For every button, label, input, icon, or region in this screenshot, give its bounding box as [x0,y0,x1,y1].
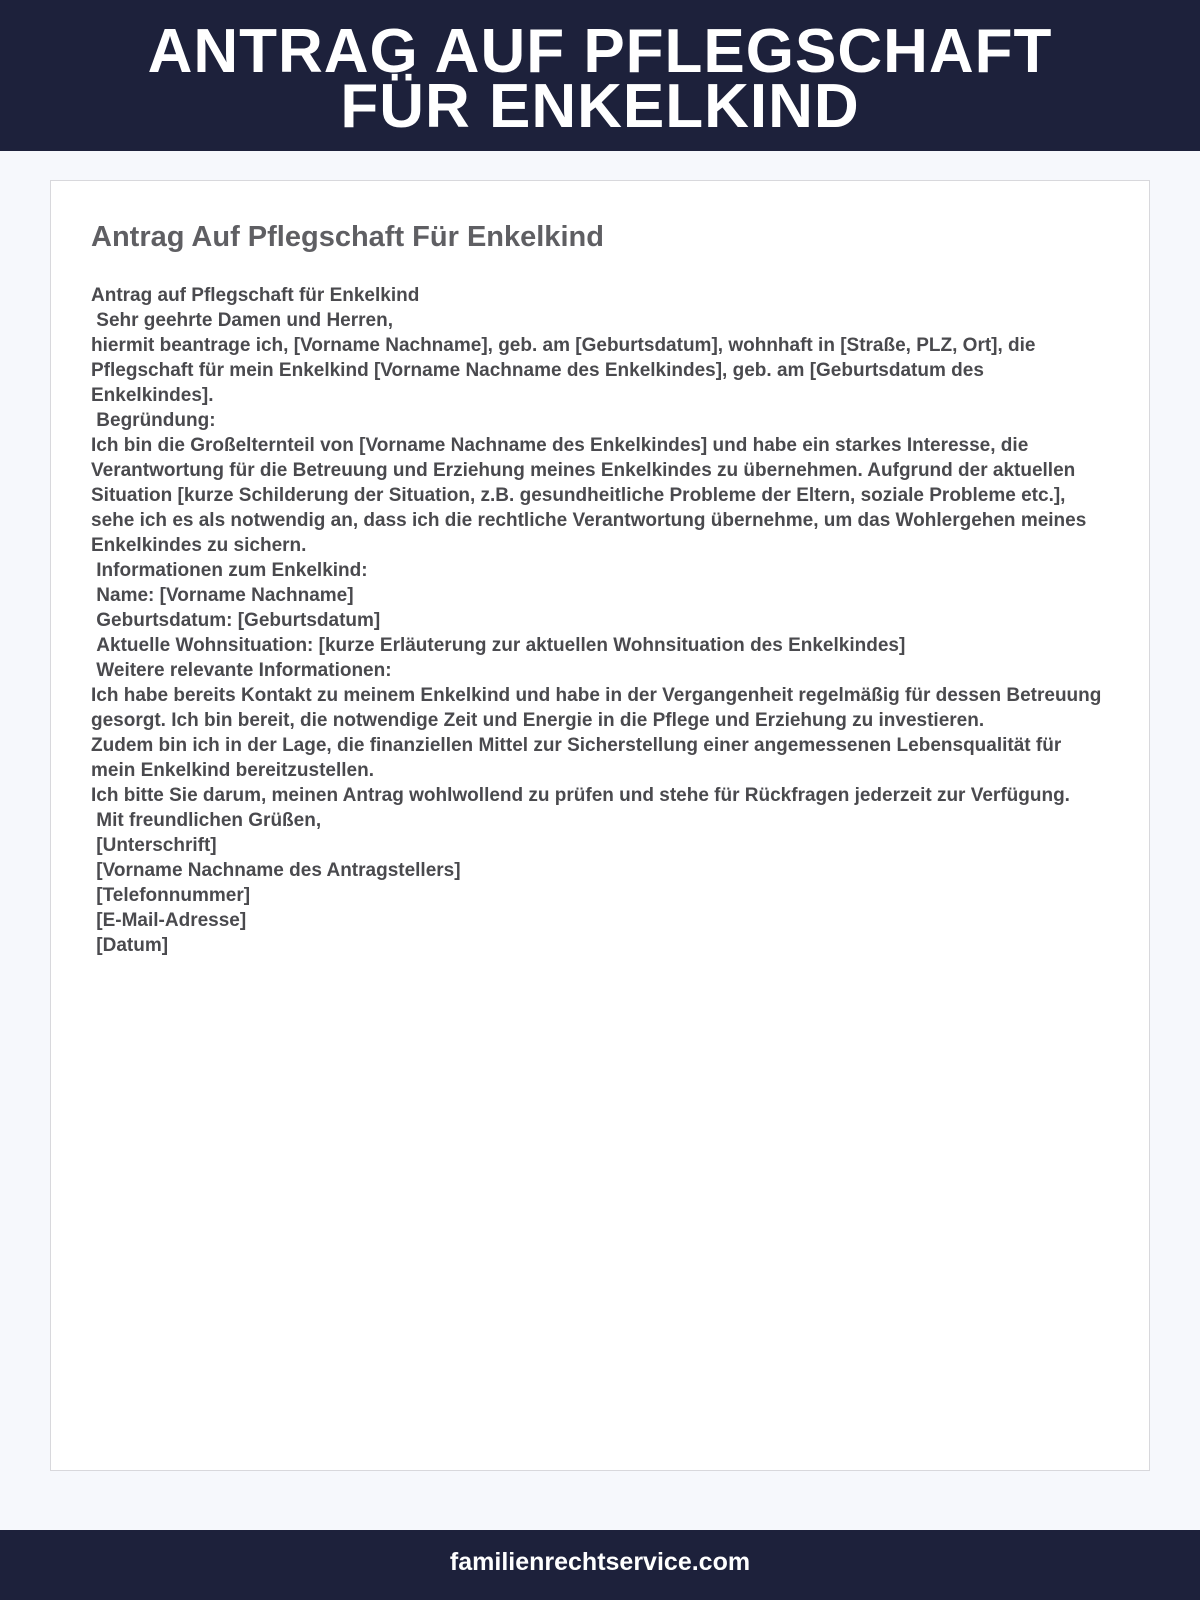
document-line-signature: [Unterschrift] [91,835,217,856]
document-line-reason-heading: Begründung: [91,410,216,431]
page-footer [0,1530,1200,1600]
document-line-child-info-heading: Informationen zum Enkelkind: [91,560,368,581]
document-heading: Antrag Auf Pflegschaft Für Enkelkind [91,221,604,253]
document-line-reason-text: Ich bin die Großelternteil von [Vorname Nachname des Enkelkindes] und habe ein starkes Interesse, die Verantwortung für die Betreuung und Erziehung meines Enkelkindes zu übernehmen. Aufgrund der aktuellen Situation [kurze Schilderung der Situation, z.B. gesundheitliche Probleme der Eltern, soziale Probleme etc.], sehe ich es als notwendig an, dass ich die rechtliche Verantwortung übernehme, um das Wohlergehen meines Enkelkindes zu sichern. [91,435,1092,556]
document-line-date: [Datum] [91,935,169,956]
document-line-child-birthdate: Geburtsdatum: [Geburtsdatum] [91,610,381,631]
document-body [91,283,1109,958]
document-line-applicant-name: [Vorname Nachname des Antragstellers] [91,860,461,881]
page-title [0,17,1200,141]
document-line-contact-text: Ich habe bereits Kontakt zu meinem Enkelkind und habe in der Vergangenheit regelmäßig für dessen Betreuung gesorgt. Ich bin bereit, die notwendige Zeit und Energie in die Pflege und Erziehung zu investieren. [91,685,1107,731]
document-line-request: hiermit beantrage ich, [Vorname Nachname], geb. am [Geburtsdatum], wohnhaft in [Straße, PLZ, Ort], die Pflegschaft für mein Enkelkind [Vorname Nachname des Enkelkindes], geb. am [Geburtsdatum des Enkelkindes]. [91,335,1041,406]
document-line-email: [E-Mail-Adresse] [91,910,247,931]
document-line-salutation: Sehr geehrte Damen und Herren, [91,310,393,331]
document-line-further-info-heading: Weitere relevante Informationen: [91,660,392,681]
footer-site-link[interactable]: familienrechtservice.com [449,1548,751,1576]
page-title-line-2: FÜR ENKELKIND [340,72,860,141]
document-line-child-name: Name: [Vorname Nachname] [91,585,354,606]
document-line-subject: Antrag auf Pflegschaft für Enkelkind [91,285,420,306]
document-line-financial-text: Zudem bin ich in der Lage, die finanziellen Mittel zur Sicherstellung einer angemessenen Lebensqualität für mein Enkelkind bereitzustellen. [91,735,1067,781]
document-line-greeting: Mit freundlichen Grüßen, [91,810,322,831]
page-title-line-1: ANTRAG AUF PFLEGSCHAFT [147,17,1053,86]
document-line-child-living-situation: Aktuelle Wohnsituation: [kurze Erläuterung zur aktuellen Wohnsituation des Enkelkindes] [91,635,906,656]
document-line-phone: [Telefonnummer] [91,885,251,906]
document-card [50,180,1150,1471]
document-line-closing-request: Ich bitte Sie darum, meinen Antrag wohlwollend zu prüfen und stehe für Rückfragen jederzeit zur Verfügung. [91,785,1070,806]
page-header [0,0,1200,151]
